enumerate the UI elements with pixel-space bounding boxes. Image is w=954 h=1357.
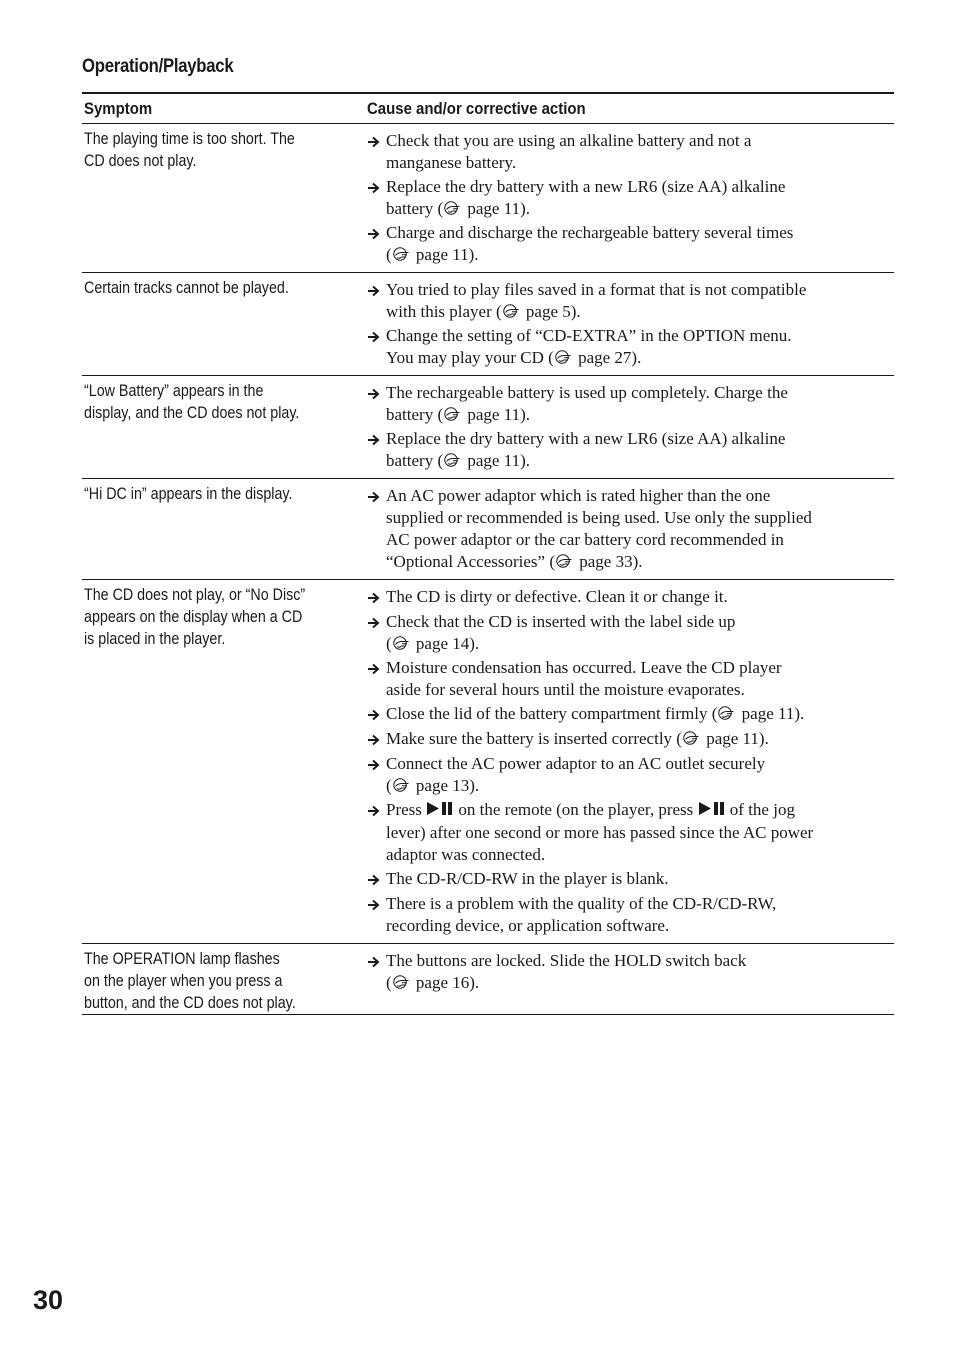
- symptom-text: Certain tracks cannot be played.: [84, 278, 289, 297]
- symptom-cell: [82, 273, 367, 375]
- cause-text: Charge and discharge the rechargeable battery several times ( page 11).: [386, 223, 794, 264]
- arrow-right-icon: [367, 868, 386, 891]
- cause-text: Press on the remote (on the player, press of the jog lever) after one second or more has passed since the AC power adaptor was connected.: [386, 800, 814, 864]
- cause-cell: [367, 944, 894, 1014]
- symptom-column-header: Symptom: [84, 98, 153, 118]
- cause-list-item: [367, 222, 894, 266]
- page-ref-icon: [393, 245, 411, 259]
- cause-list-item: [367, 428, 894, 472]
- cause-list-item: [367, 176, 894, 220]
- table-row: [82, 479, 894, 580]
- symptom-cell: [82, 580, 367, 943]
- arrow-right-icon: [367, 428, 386, 472]
- cause-text: The CD-R/CD-RW in the player is blank.: [386, 869, 669, 888]
- arrow-right-icon: [367, 950, 386, 994]
- arrow-right-icon: [367, 893, 386, 937]
- page-ref-icon: [718, 704, 736, 718]
- play-pause-icon: [698, 800, 726, 822]
- symptom-text: The OPERATION lamp flashes on the player when you press a button, and the CD does not play.: [84, 949, 296, 1012]
- page-ref-icon: [393, 973, 411, 987]
- section-title: Operation/Playback: [82, 56, 234, 77]
- cause-list-item: [367, 728, 894, 751]
- cause-column-header: Cause and/or corrective action: [367, 98, 586, 118]
- table-row: [82, 580, 894, 944]
- table-header: [82, 92, 894, 124]
- cause-text: The CD is dirty or defective. Clean it or change it.: [386, 587, 728, 606]
- page-ref-icon: [393, 776, 411, 790]
- symptom-text: The CD does not play, or “No Disc” appears on the display when a CD is placed in the player.: [84, 585, 306, 648]
- symptom-cell: [82, 479, 367, 579]
- page-ref-icon: [444, 451, 462, 465]
- arrow-right-icon: [367, 753, 386, 797]
- cause-list-item: [367, 130, 894, 174]
- symptom-cell: [82, 124, 367, 272]
- cause-text: There is a problem with the quality of the CD-R/CD-RW, recording device, or application software.: [386, 894, 777, 935]
- arrow-right-icon: [367, 799, 386, 866]
- cause-list-item: [367, 950, 894, 994]
- cause-text: You tried to play files saved in a format that is not compatible with this player ( page 5).: [386, 280, 807, 321]
- cause-text: The buttons are locked. Slide the HOLD switch back ( page 16).: [386, 951, 747, 992]
- arrow-right-icon: [367, 586, 386, 609]
- arrow-right-icon: [367, 176, 386, 220]
- cause-cell: [367, 124, 894, 272]
- cause-cell: [367, 580, 894, 943]
- cause-list-item: [367, 325, 894, 369]
- cause-cell: [367, 479, 894, 579]
- cause-list-item: [367, 753, 894, 797]
- arrow-right-icon: [367, 485, 386, 573]
- cause-text: An AC power adaptor which is rated higher than the one supplied or recommended is being used. Use only the supplied AC power adaptor or the car battery cord recommended in “Optional Accessories” ( page 33).: [386, 486, 812, 571]
- cause-list-item: [367, 799, 894, 866]
- table-row: [82, 124, 894, 273]
- cause-text: The rechargeable battery is used up completely. Charge the battery ( page 11).: [386, 383, 788, 424]
- page-ref-icon: [556, 552, 574, 566]
- symptom-cell: [82, 376, 367, 478]
- arrow-right-icon: [367, 611, 386, 655]
- table-body: [82, 124, 894, 1015]
- arrow-right-icon: [367, 728, 386, 751]
- cause-text: Replace the dry battery with a new LR6 (size AA) alkaline battery ( page 11).: [386, 177, 786, 218]
- cause-text: Make sure the battery is inserted correctly ( page 11).: [386, 729, 769, 748]
- play-pause-icon: [426, 800, 454, 822]
- cause-text: Change the setting of “CD-EXTRA” in the OPTION menu. You may play your CD ( page 27).: [386, 326, 792, 367]
- arrow-right-icon: [367, 222, 386, 266]
- cause-text: Connect the AC power adaptor to an AC outlet securely ( page 13).: [386, 754, 766, 795]
- table-row: [82, 944, 894, 1015]
- page-ref-icon: [444, 405, 462, 419]
- cause-list-item: [367, 279, 894, 323]
- cause-text: Close the lid of the battery compartment firmly ( page 11).: [386, 704, 805, 723]
- arrow-right-icon: [367, 703, 386, 726]
- arrow-right-icon: [367, 130, 386, 174]
- cause-cell: [367, 376, 894, 478]
- page-ref-icon: [683, 729, 701, 743]
- arrow-right-icon: [367, 325, 386, 369]
- symptom-text: “Hi DC in” appears in the display.: [84, 484, 293, 503]
- arrow-right-icon: [367, 382, 386, 426]
- page-ref-icon: [555, 348, 573, 362]
- cause-text: Moisture condensation has occurred. Leave the CD player aside for several hours until the moisture evaporates.: [386, 658, 782, 699]
- page-ref-icon: [503, 302, 521, 316]
- troubleshooting-table: [82, 92, 894, 1015]
- cause-text: Replace the dry battery with a new LR6 (size AA) alkaline battery ( page 11).: [386, 429, 786, 470]
- arrow-right-icon: [367, 657, 386, 701]
- cause-list-item: [367, 586, 894, 609]
- cause-list-item: [367, 868, 894, 891]
- cause-list-item: [367, 382, 894, 426]
- cause-list-item: [367, 893, 894, 937]
- cause-list-item: [367, 703, 894, 726]
- symptom-text: The playing time is too short. The CD does not play.: [84, 129, 295, 170]
- arrow-right-icon: [367, 279, 386, 323]
- cause-cell: [367, 273, 894, 375]
- symptom-text: “Low Battery” appears in the display, and the CD does not play.: [84, 381, 300, 422]
- page-ref-icon: [444, 199, 462, 213]
- page-number: 30: [33, 1285, 64, 1315]
- table-row: [82, 376, 894, 479]
- cause-list-item: [367, 657, 894, 701]
- page-ref-icon: [393, 634, 411, 648]
- cause-text: Check that the CD is inserted with the label side up ( page 14).: [386, 612, 736, 653]
- table-row: [82, 273, 894, 376]
- cause-text: Check that you are using an alkaline battery and not a manganese battery.: [386, 131, 752, 172]
- cause-list-item: [367, 611, 894, 655]
- symptom-cell: [82, 944, 367, 1014]
- cause-list-item: [367, 485, 894, 573]
